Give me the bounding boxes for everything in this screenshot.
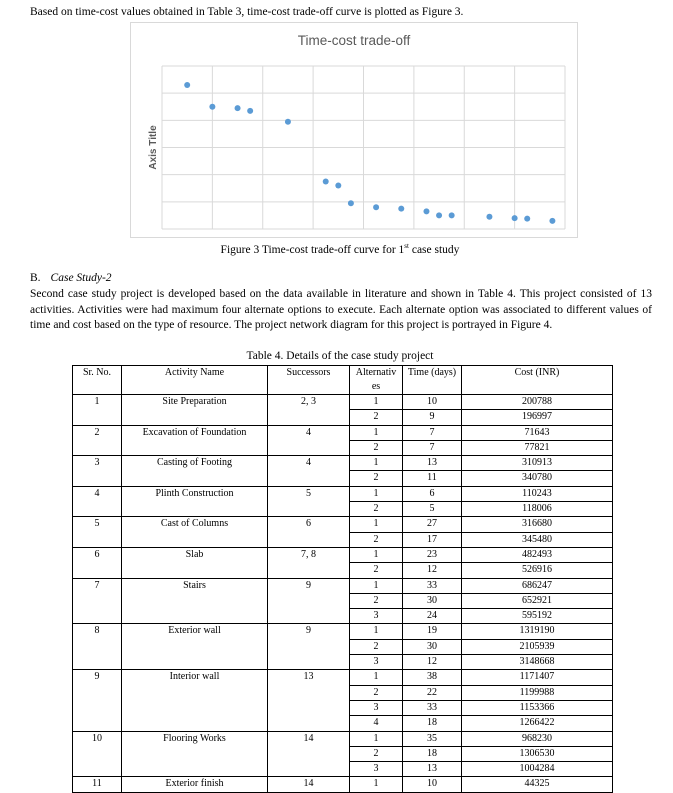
cell-activity-name	[122, 685, 268, 700]
cell-successors: 14	[268, 731, 350, 746]
table-row	[73, 425, 613, 440]
cell-alternative: 1	[350, 456, 403, 471]
cell-successors	[268, 746, 350, 761]
cell-activity-name	[122, 716, 268, 731]
table-row	[73, 609, 613, 624]
cell-sr	[73, 532, 122, 547]
cell-sr: 3	[73, 456, 122, 471]
table-row	[73, 731, 613, 746]
table-row	[73, 456, 613, 471]
table-row	[73, 563, 613, 578]
cell-cost: 1199988	[462, 685, 613, 700]
cell-alternative: 2	[350, 563, 403, 578]
cell-successors	[268, 563, 350, 578]
cell-successors: 9	[268, 624, 350, 639]
section-heading: B. Case Study-2	[30, 272, 112, 284]
cell-cost: 1266422	[462, 716, 613, 731]
cell-alternative: 2	[350, 532, 403, 547]
cell-cost: 968230	[462, 731, 613, 746]
cell-cost: 44325	[462, 777, 613, 792]
cell-successors	[268, 762, 350, 777]
figure-caption: Figure 3 Time-cost trade-off curve for 1st case study	[220, 242, 460, 256]
cell-cost: 595192	[462, 609, 613, 624]
cell-sr	[73, 762, 122, 777]
cell-successors	[268, 685, 350, 700]
table-row	[73, 655, 613, 670]
cell-time: 18	[403, 746, 462, 761]
cell-cost: 1153366	[462, 700, 613, 715]
table-row	[73, 578, 613, 593]
cell-activity-name: Plinth Construction	[122, 486, 268, 501]
cell-alternative: 2	[350, 410, 403, 425]
cell-sr: 1	[73, 395, 122, 410]
cell-alternative: 1	[350, 547, 403, 562]
cell-sr	[73, 655, 122, 670]
cell-successors: 7, 8	[268, 547, 350, 562]
cell-successors: 4	[268, 456, 350, 471]
cell-time: 12	[403, 563, 462, 578]
cell-cost: 71643	[462, 425, 613, 440]
cell-cost: 1306530	[462, 746, 613, 761]
table-row	[73, 532, 613, 547]
table-row	[73, 593, 613, 608]
cell-successors	[268, 593, 350, 608]
data-point	[247, 108, 253, 114]
data-point	[235, 105, 241, 111]
cell-alternative: 3	[350, 655, 403, 670]
data-point	[512, 215, 518, 221]
cell-activity-name	[122, 746, 268, 761]
cell-successors: 13	[268, 670, 350, 685]
cell-time: 22	[403, 685, 462, 700]
data-point	[423, 208, 429, 214]
cell-activity-name: Site Preparation	[122, 395, 268, 410]
cell-alternative: 2	[350, 502, 403, 517]
cell-cost: 1171407	[462, 670, 613, 685]
cell-time: 10	[403, 777, 462, 792]
cell-time: 19	[403, 624, 462, 639]
cell-cost: 345480	[462, 532, 613, 547]
data-point	[348, 200, 354, 206]
cell-alternative: 1	[350, 578, 403, 593]
cell-alternative: 1	[350, 486, 403, 501]
table-row	[73, 486, 613, 501]
table-row	[73, 762, 613, 777]
data-point	[436, 212, 442, 218]
cell-alternative: 1	[350, 624, 403, 639]
intro-text: Based on time-cost values obtained in Table 3, time-cost trade-off curve is plotted as Figure 3.	[30, 6, 464, 18]
cell-sr	[73, 716, 122, 731]
header-cost: Cost (INR)	[462, 366, 613, 395]
cell-cost: 1319190	[462, 624, 613, 639]
cell-alternative: 2	[350, 440, 403, 455]
cell-sr	[73, 639, 122, 654]
cell-time: 5	[403, 502, 462, 517]
table-row	[73, 547, 613, 562]
cell-time: 12	[403, 655, 462, 670]
table-row	[73, 440, 613, 455]
cell-activity-name: Exterior finish	[122, 777, 268, 792]
details-table	[72, 365, 613, 793]
cell-alternative: 1	[350, 670, 403, 685]
data-point	[323, 178, 329, 184]
cell-alternative: 3	[350, 609, 403, 624]
table-row	[73, 624, 613, 639]
cell-time: 17	[403, 532, 462, 547]
cell-cost: 118006	[462, 502, 613, 517]
cell-time: 6	[403, 486, 462, 501]
cell-sr	[73, 502, 122, 517]
cell-time: 18	[403, 716, 462, 731]
data-point	[549, 218, 555, 224]
cell-time: 30	[403, 639, 462, 654]
data-point	[209, 104, 215, 110]
cell-sr: 6	[73, 547, 122, 562]
chart-title: Time-cost trade-off	[297, 33, 411, 48]
cell-activity-name	[122, 502, 268, 517]
table-row	[73, 777, 613, 792]
cell-successors	[268, 639, 350, 654]
cell-successors: 4	[268, 425, 350, 440]
cell-cost: 110243	[462, 486, 613, 501]
cell-alternative: 3	[350, 762, 403, 777]
cell-successors: 2, 3	[268, 395, 350, 410]
cell-successors	[268, 471, 350, 486]
cell-cost: 686247	[462, 578, 613, 593]
header-time: Time (days)	[403, 366, 462, 395]
cell-time: 13	[403, 762, 462, 777]
cell-activity-name	[122, 762, 268, 777]
cell-cost: 1004284	[462, 762, 613, 777]
cell-activity-name: Interior wall	[122, 670, 268, 685]
cell-alternative: 4	[350, 716, 403, 731]
cell-cost: 3148668	[462, 655, 613, 670]
cell-sr: 2	[73, 425, 122, 440]
cell-alternative: 2	[350, 593, 403, 608]
cell-sr	[73, 593, 122, 608]
cell-sr: 9	[73, 670, 122, 685]
table-row	[73, 670, 613, 685]
table-caption: Table 4. Details of the case study project	[246, 350, 434, 362]
cell-sr	[73, 685, 122, 700]
cell-successors	[268, 502, 350, 517]
cell-activity-name: Exterior wall	[122, 624, 268, 639]
data-point	[285, 119, 291, 125]
cell-sr	[73, 471, 122, 486]
cell-alternative: 2	[350, 471, 403, 486]
cell-successors: 14	[268, 777, 350, 792]
cell-successors: 5	[268, 486, 350, 501]
cell-activity-name	[122, 532, 268, 547]
cell-time: 30	[403, 593, 462, 608]
cell-time: 10	[403, 395, 462, 410]
data-point	[335, 183, 341, 189]
header-sr: Sr. No.	[73, 366, 122, 395]
cell-activity-name: Flooring Works	[122, 731, 268, 746]
cell-sr: 8	[73, 624, 122, 639]
cell-time: 24	[403, 609, 462, 624]
cell-activity-name	[122, 563, 268, 578]
cell-sr: 7	[73, 578, 122, 593]
cell-alternative: 1	[350, 425, 403, 440]
cell-activity-name	[122, 609, 268, 624]
data-point	[486, 214, 492, 220]
cell-cost: 310913	[462, 456, 613, 471]
table-header-row	[73, 366, 613, 395]
cell-time: 35	[403, 731, 462, 746]
cell-activity-name	[122, 639, 268, 654]
table-row	[73, 639, 613, 654]
cell-activity-name	[122, 655, 268, 670]
cell-activity-name: Cast of Columns	[122, 517, 268, 532]
cell-cost: 200788	[462, 395, 613, 410]
table-row	[73, 410, 613, 425]
table-row	[73, 471, 613, 486]
cell-successors	[268, 440, 350, 455]
cell-cost: 652921	[462, 593, 613, 608]
cell-cost: 526916	[462, 563, 613, 578]
cell-activity-name: Excavation of Foundation	[122, 425, 268, 440]
cell-activity-name	[122, 440, 268, 455]
table-row	[73, 395, 613, 410]
cell-activity-name	[122, 410, 268, 425]
cell-successors: 9	[268, 578, 350, 593]
cell-sr: 5	[73, 517, 122, 532]
cell-alternative: 1	[350, 517, 403, 532]
cell-sr	[73, 440, 122, 455]
table-row	[73, 746, 613, 761]
data-point	[524, 216, 530, 222]
cell-cost: 2105939	[462, 639, 613, 654]
cell-cost: 316680	[462, 517, 613, 532]
section-paragraph: Second case study project is developed based on the data available in literature and shown in Table 4. This project consisted of 13 activities. Activities were had maximum four alternate options to execute. Each alternate option was associated to different values of time and cost based on the type of resource. The project network diagram for this project is portrayed in Figure 4.	[30, 288, 652, 332]
header-activity-name: Activity Name	[122, 366, 268, 395]
cell-alternative: 2	[350, 685, 403, 700]
cell-activity-name	[122, 700, 268, 715]
cell-alternative: 2	[350, 746, 403, 761]
header-successors: Successors	[268, 366, 350, 395]
cell-alternative: 1	[350, 777, 403, 792]
cell-cost: 196997	[462, 410, 613, 425]
table-row	[73, 700, 613, 715]
cell-alternative: 2	[350, 639, 403, 654]
cell-successors	[268, 410, 350, 425]
cell-sr: 11	[73, 777, 122, 792]
cell-successors	[268, 700, 350, 715]
data-point	[373, 204, 379, 210]
cell-cost: 77821	[462, 440, 613, 455]
cell-sr	[73, 609, 122, 624]
data-point	[184, 82, 190, 88]
cell-activity-name	[122, 471, 268, 486]
cell-time: 7	[403, 425, 462, 440]
cell-activity-name: Stairs	[122, 578, 268, 593]
data-point	[449, 212, 455, 218]
header-alternatives: Alternativ es	[350, 366, 403, 395]
cell-alternative: 3	[350, 700, 403, 715]
cell-cost: 482493	[462, 547, 613, 562]
cell-sr: 10	[73, 731, 122, 746]
cell-time: 23	[403, 547, 462, 562]
cell-time: 33	[403, 700, 462, 715]
cell-time: 11	[403, 471, 462, 486]
cell-successors: 6	[268, 517, 350, 532]
cell-sr	[73, 746, 122, 761]
y-axis-label: Axis Title	[148, 125, 159, 170]
data-point	[398, 206, 404, 212]
cell-successors	[268, 655, 350, 670]
table-row	[73, 502, 613, 517]
table-row	[73, 716, 613, 731]
table-row	[73, 517, 613, 532]
cell-time: 13	[403, 456, 462, 471]
cell-cost: 340780	[462, 471, 613, 486]
cell-activity-name: Slab	[122, 547, 268, 562]
cell-sr	[73, 410, 122, 425]
cell-sr	[73, 563, 122, 578]
time-cost-chart	[130, 22, 578, 238]
cell-sr	[73, 700, 122, 715]
cell-successors	[268, 609, 350, 624]
cell-time: 33	[403, 578, 462, 593]
cell-time: 7	[403, 440, 462, 455]
cell-sr: 4	[73, 486, 122, 501]
cell-activity-name	[122, 593, 268, 608]
cell-successors	[268, 716, 350, 731]
cell-time: 27	[403, 517, 462, 532]
cell-successors	[268, 532, 350, 547]
cell-time: 9	[403, 410, 462, 425]
chart-plot	[131, 23, 579, 239]
table-row	[73, 685, 613, 700]
cell-alternative: 1	[350, 731, 403, 746]
cell-alternative: 1	[350, 395, 403, 410]
cell-time: 38	[403, 670, 462, 685]
cell-activity-name: Casting of Footing	[122, 456, 268, 471]
